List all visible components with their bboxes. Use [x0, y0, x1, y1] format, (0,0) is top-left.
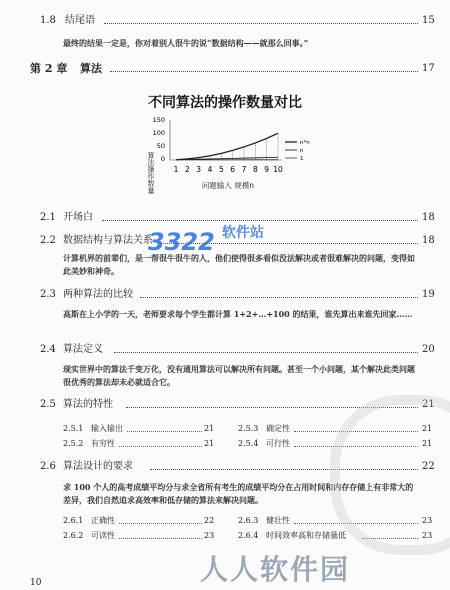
toc-subentry — [63, 515, 218, 527]
figure-title: 不同算法的操作数量对比 — [148, 95, 302, 111]
section-title: 结尾语 — [65, 15, 95, 26]
x-tick-label: 5 — [218, 165, 224, 174]
toc-subentry — [63, 423, 218, 435]
y-tick-label: 150 — [152, 116, 165, 124]
section-number: 2.6 — [40, 461, 56, 472]
section-number: 1.8 — [40, 15, 56, 26]
section-title: 开场白 — [63, 212, 93, 223]
y-tick-label: 0 — [160, 155, 165, 163]
dot-leader — [102, 211, 418, 221]
toc-subentry — [63, 438, 218, 450]
x-axis-label: 问题输入 规模n — [201, 181, 255, 190]
toc-subentry — [63, 530, 218, 542]
x-tick-label: 6 — [230, 165, 236, 174]
section-number: 2.2 — [40, 235, 56, 246]
subsection-number: 2.6.1 — [63, 516, 84, 525]
page-ref: 21 — [204, 424, 215, 433]
page-ref: 23 — [422, 516, 433, 525]
page-ref: 21 — [422, 424, 433, 433]
x-tick-label: 3 — [196, 165, 202, 174]
subsection-number: 2.6.3 — [238, 516, 259, 525]
subsection-number: 2.5.4 — [238, 439, 259, 448]
x-tick-label: 9 — [264, 165, 270, 174]
toc-entry-1-8 — [0, 14, 450, 28]
dot-leader — [114, 343, 418, 353]
page-number: 10 — [30, 578, 42, 588]
y-tick-label: 100 — [152, 129, 165, 137]
watermark-stamp — [330, 395, 450, 555]
toc-entry-2-4 — [0, 343, 450, 357]
section-title: 算法定义 — [63, 344, 103, 355]
page-ref: 21 — [422, 439, 433, 448]
watermark-3322-logo: 3322 — [148, 228, 215, 256]
subsection-title: 输入输出 — [91, 424, 123, 433]
page-ref: 15 — [422, 15, 435, 26]
subsection-number: 2.6.4 — [238, 531, 259, 540]
subsection-title: 可读性 — [91, 531, 115, 540]
dot-leader — [119, 530, 202, 539]
page-ref: 22 — [204, 516, 215, 525]
section-title: 算法设计的要求 — [63, 461, 133, 472]
dot-leader — [110, 62, 418, 72]
dot-leader — [119, 515, 202, 524]
subsection-title: 有穷性 — [91, 439, 115, 448]
page-ref: 21 — [204, 439, 215, 448]
section-number: 2.5 — [40, 399, 56, 410]
section-title: 两种算法的比较 — [63, 289, 133, 300]
toc-entry-chapter-2 — [0, 62, 450, 76]
subsection-number: 2.5.3 — [238, 424, 259, 433]
legend-label: n — [300, 148, 304, 154]
section-title: 算法的特性 — [63, 399, 113, 410]
subsection-title: 可行性 — [266, 439, 290, 448]
section-number: 2.4 — [40, 344, 56, 355]
watermark-renren: 人人软件园 — [200, 553, 351, 586]
x-tick-label: 10 — [273, 165, 283, 174]
series-line-0 — [176, 133, 278, 159]
subsection-title: 正确性 — [91, 516, 115, 525]
x-tick-label: 4 — [207, 165, 213, 174]
x-tick-label: 7 — [241, 165, 247, 174]
legend-label: n*n — [300, 140, 310, 146]
page-ref: 22 — [422, 461, 435, 472]
page-ref: 23 — [422, 531, 433, 540]
subsection-title: 确定性 — [266, 424, 290, 433]
section-number: 2.3 — [40, 289, 56, 300]
toc-entry-2-3 — [0, 288, 450, 302]
chapter-title: 算法 — [80, 62, 102, 75]
page-ref: 21 — [422, 399, 435, 410]
subsection-number: 2.5.2 — [63, 439, 84, 448]
section-number: 2.1 — [40, 212, 56, 223]
subsection-number: 2.6.2 — [63, 531, 84, 540]
subsection-title: 健壮性 — [266, 516, 290, 525]
watermark-site-name: 软件站 — [222, 225, 264, 241]
page-ref: 20 — [422, 344, 435, 355]
section-summary: 现实世界中的算法千变万化，没有通用算法可以解决所有问题。甚至一个小问题，某个解决此类问题很优秀的算法却未必就适合它。 — [63, 364, 415, 387]
section-title: 数据结构与算法关系 — [63, 235, 153, 246]
x-tick-label: 1 — [173, 165, 179, 174]
page-ref: 18 — [422, 212, 435, 223]
page-ref: 23 — [204, 531, 215, 540]
section-summary: 高斯在上小学的一天，老师要求每个学生都计算 1+2+…+100 的结果，谁先算出来谁先回家…… — [63, 309, 413, 319]
dot-leader — [104, 14, 418, 24]
y-axis-label: 算法操作数量 — [147, 152, 155, 194]
section-summary: 最终的结果一定是，你对着别人很牛的说“数据结构——就那么回事。” — [63, 38, 309, 48]
dot-leader — [119, 438, 202, 447]
page-ref: 18 — [422, 235, 435, 246]
subsection-number: 2.5.1 — [63, 424, 84, 433]
dot-leader — [140, 288, 418, 298]
chart — [0, 112, 450, 212]
section-summary: 计算机界的前辈们，是一帮很牛很牛的人，他们使得很多看似没法解决或者很难解决的问题，变得如此美妙和神奇。 — [63, 253, 415, 276]
x-tick-label: 2 — [184, 165, 190, 174]
y-tick-label: 50 — [156, 142, 165, 150]
subsection-title: 时间效率高和存储量低 — [266, 531, 346, 540]
x-tick-label: 8 — [252, 165, 258, 174]
chapter-number: 第 2 章 — [30, 62, 68, 75]
page-ref: 19 — [422, 289, 435, 300]
dot-leader — [127, 423, 202, 432]
section-summary: 求 100 个人的高考成绩平均分与求全省所有考生的成绩平均分在占用时间和内存存储上有非常大的差异，我们自然追求高效率和低存储的算法来解决问题。 — [63, 482, 414, 505]
legend-label: 1 — [300, 156, 304, 162]
page-ref: 17 — [422, 63, 435, 74]
